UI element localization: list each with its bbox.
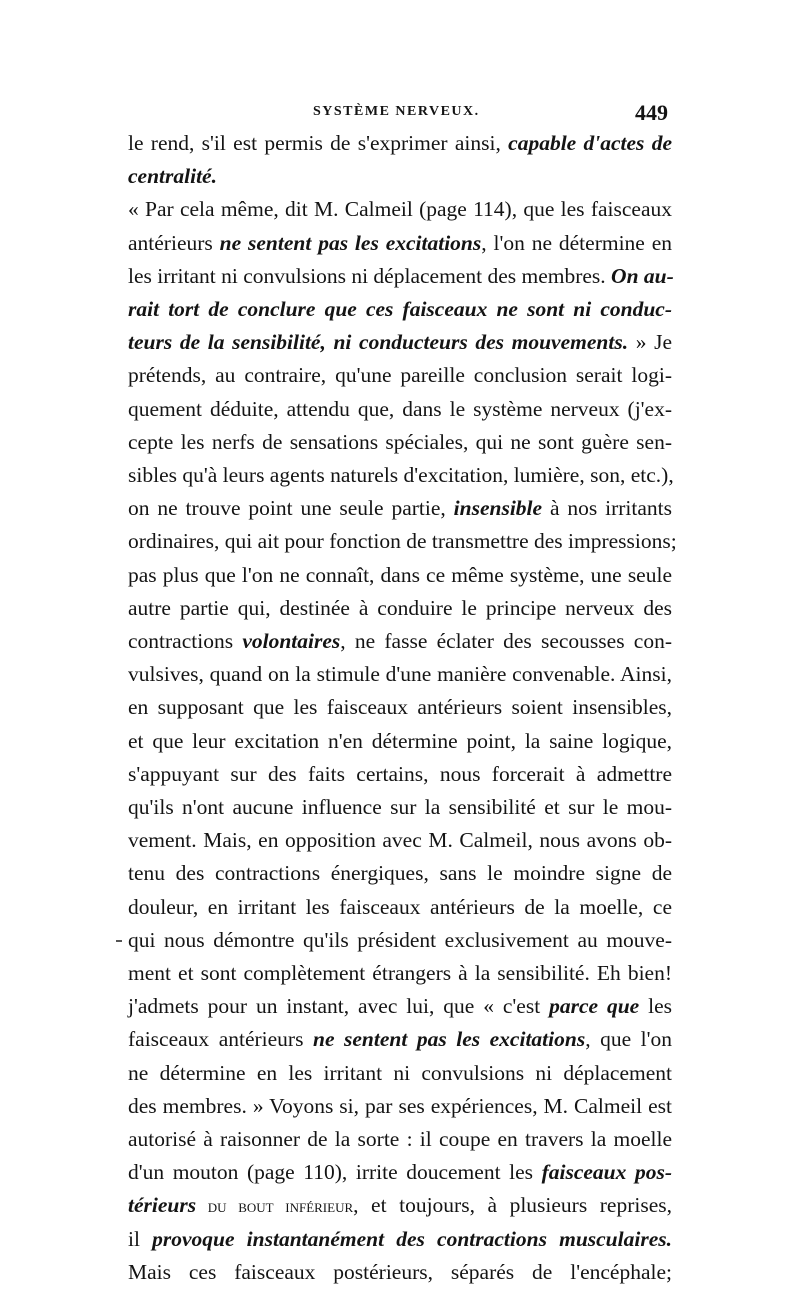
text-run: autre partie qui, destinée à conduire le principe nerveux des [128, 595, 672, 620]
italic-text: teurs de la sensibilité, ni conducteurs des mouvements. [128, 330, 629, 355]
text-line [128, 193, 672, 226]
italic-text: rait tort de conclure que ces faisceaux ne sont ni conduc- [128, 297, 672, 321]
text-run: contractions [128, 629, 243, 653]
page-header [128, 100, 668, 130]
small-caps-text: du bout inférieur [196, 1196, 354, 1217]
text-line [128, 725, 672, 758]
text-line [128, 359, 672, 392]
text-run: douleur, en irritant les faisceaux antérieurs de la moelle, ce [128, 894, 672, 919]
text-run: des membres. » Voyons si, par ses expériences, M. Calmeil est [128, 1093, 672, 1118]
italic-text: insensible [453, 496, 543, 521]
italic-text: térieurs [128, 1193, 197, 1218]
text-run: il [128, 1226, 153, 1251]
text-run: cepte les nerfs de sensations spéciales, qui ne sont guère sen- [128, 429, 672, 454]
text-run: pas plus que l'on ne connaît, dans ce même système, une seule [128, 562, 672, 587]
text-line [128, 824, 672, 857]
text-run: , et toujours, à plusieurs reprises, [353, 1193, 672, 1218]
text-line [128, 326, 672, 359]
text-run: Mais ces faisceaux postérieurs, séparés de l'encéphale; [128, 1259, 672, 1284]
text-run: » Je [628, 330, 672, 355]
text-run: et que leur excitation n'en détermine point, la saine logique, [128, 728, 672, 753]
text-line [128, 492, 672, 525]
text-line [128, 260, 672, 293]
text-run: autorisé à raisonner de la sorte : il coupe en travers la moelle [128, 1127, 672, 1151]
text-run: faisceaux antérieurs [128, 1027, 313, 1052]
page-number: 449 [635, 100, 668, 125]
text-line [128, 857, 672, 890]
text-run: le rend, s'il est permis de s'exprimer ainsi, [128, 131, 509, 155]
italic-text: parce que [549, 994, 640, 1019]
text-line [128, 658, 672, 691]
italic-text: faisceaux pos- [541, 1160, 672, 1185]
italic-text: ne sentent pas les excitations [219, 230, 482, 255]
text-run: qu'ils n'ont aucune influence sur la sensibilité et sur le mou- [128, 795, 672, 819]
text-line [128, 293, 672, 326]
text-line [128, 426, 672, 459]
text-run: qui nous démontre qu'ils président exclusivement au mouve- [128, 927, 672, 952]
text-line [128, 891, 672, 924]
italic-text: centralité. [128, 164, 217, 189]
italic-text: capable d'actes de [508, 131, 672, 155]
italic-text: On au- [611, 263, 674, 288]
text-run: , que l'on [585, 1027, 672, 1052]
text-run: ordinaires, qui ait pour fonction de transmettre des impressions; [128, 529, 677, 554]
text-line [128, 127, 672, 160]
text-line [128, 227, 672, 260]
text-line [128, 1057, 672, 1090]
text-run: d'un mouton (page 110), irrite doucement les [128, 1160, 542, 1185]
text-run: j'admets pour un instant, avec lui, que « c'est [128, 994, 550, 1019]
text-line [128, 1256, 672, 1289]
text-line [128, 592, 672, 625]
text-run: ment et sont complètement étrangers à la sensibilité. Eh bien! [128, 961, 672, 985]
text-line [128, 559, 672, 592]
text-line [128, 459, 672, 492]
text-line [128, 1156, 672, 1189]
text-line [128, 1223, 672, 1256]
text-run: prétends, au contraire, qu'une pareille conclusion serait logi- [128, 363, 672, 388]
text-run: antérieurs [128, 230, 220, 255]
text-line [128, 791, 672, 824]
text-line [128, 990, 672, 1023]
text-run: s'appuyant sur des faits certains, nous forcerait à admettre [128, 761, 672, 786]
text-run: on ne trouve point une seule partie, [128, 496, 454, 521]
text-run: tenu des contractions énergiques, sans le moindre signe de [128, 861, 672, 886]
text-line [128, 1189, 672, 1222]
italic-text: ne sentent pas les excitations [312, 1027, 586, 1052]
text-line [128, 625, 672, 658]
text-run: quement déduite, attendu que, dans le système nerveux (j'ex- [128, 396, 672, 421]
text-run: les irritant ni convulsions ni déplacement des membres. [128, 263, 612, 288]
text-line [128, 691, 672, 724]
text-run: , ne fasse éclater des secousses con- [340, 629, 673, 653]
text-run: vulsives, quand on la stimule d'une manière convenable. Ainsi, [128, 662, 672, 687]
text-line [128, 758, 672, 791]
text-run: , l'on ne détermine en [481, 230, 673, 255]
text-line [128, 160, 672, 193]
italic-text: volontaires [242, 629, 341, 653]
italic-text: provoque instantanément des contractions musculaires. [152, 1226, 672, 1251]
text-line [128, 1123, 672, 1156]
text-run: à nos irritants [542, 496, 672, 521]
text-line [128, 1023, 672, 1056]
text-line [128, 525, 677, 558]
text-line [128, 957, 672, 990]
text-run: vement. Mais, en opposition avec M. Calmeil, nous avons ob- [128, 828, 672, 853]
text-run: en supposant que les faisceaux antérieurs soient insensibles, [128, 695, 672, 720]
text-run: sibles qu'à leurs agents naturels d'excitation, lumière, son, etc.), [128, 463, 674, 487]
text-line [128, 393, 672, 426]
running-title: SYSTÈME NERVEUX. [313, 104, 480, 119]
text-line [128, 1090, 672, 1123]
text-run: « Par cela même, dit M. Calmeil (page 114), que les faisceaux [128, 197, 672, 222]
text-line [128, 924, 672, 957]
text-run: les [639, 994, 673, 1019]
text-run: ne détermine en les irritant ni convulsions ni déplacement [128, 1060, 672, 1085]
margin-mark [116, 940, 122, 942]
